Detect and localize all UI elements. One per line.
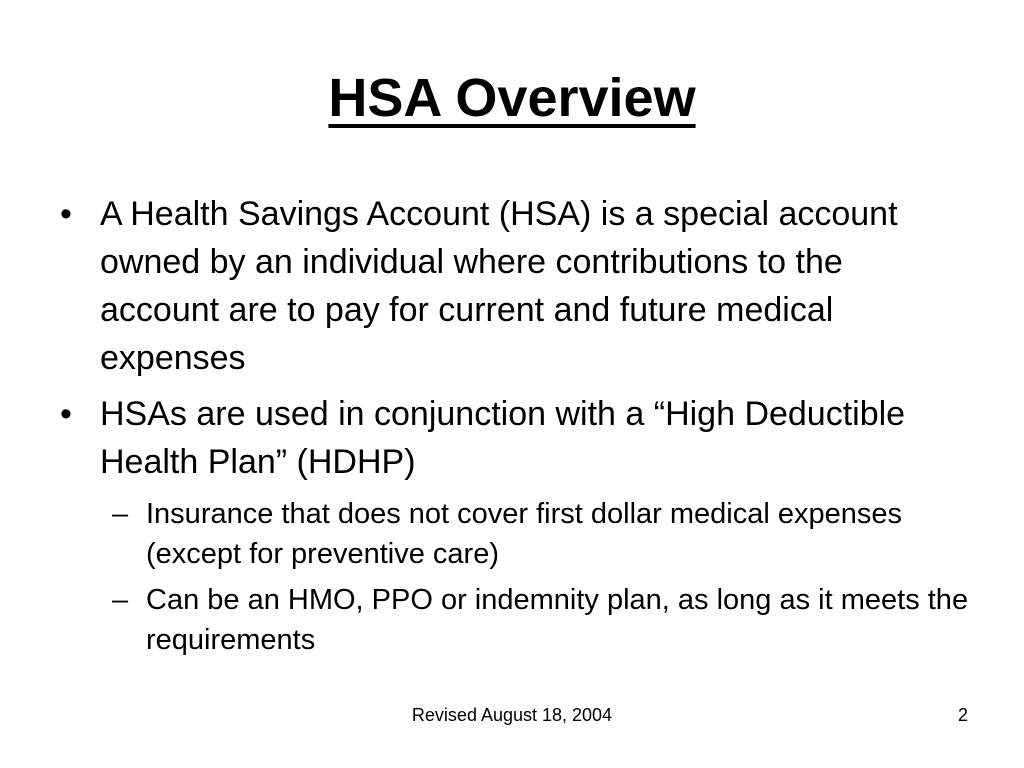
bullet-text: A Health Savings Account (HSA) is a special account owned by an individual where contributions to the account are to pay for current and future medical expenses — [100, 195, 898, 377]
sub-bullet-marker: – — [112, 584, 129, 616]
sub-bullet-text: Can be an HMO, PPO or indemnity plan, as long as it meets the requirements — [146, 584, 969, 656]
bullet-marker: • — [60, 195, 72, 233]
sub-bullet-marker: – — [112, 498, 129, 530]
bullet-item — [60, 190, 970, 382]
sub-bullet-item — [60, 494, 970, 574]
bullet-item — [60, 390, 970, 486]
bullet-text: HSAs are used in conjunction with a “High Deductible Health Plan” (HDHP) — [100, 395, 906, 481]
slide-body — [60, 190, 970, 666]
slide-page-number: 2 — [957, 705, 968, 725]
sub-bullet-item — [60, 580, 970, 660]
bullet-marker: • — [60, 395, 72, 433]
sub-bullet-text: Insurance that does not cover first dollar medical expenses (except for preventive care) — [146, 498, 903, 570]
slide-title: HSA Overview — [328, 68, 696, 128]
footer-date: Revised August 18, 2004 — [411, 705, 613, 725]
